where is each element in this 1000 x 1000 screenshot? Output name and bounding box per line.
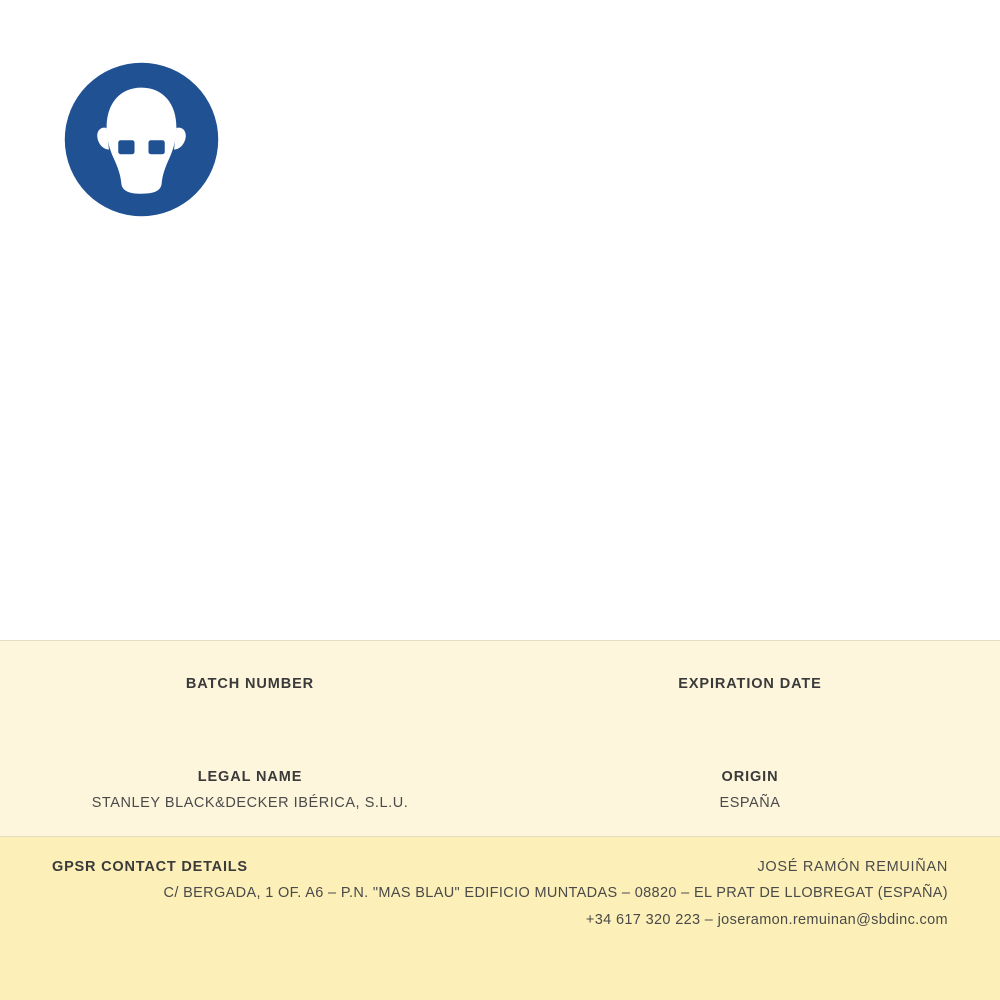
wear-eye-protection-icon [64,62,219,217]
legal-name-label: LEGAL NAME [197,769,303,785]
info-row-legal [0,769,1000,812]
expiration-date-field [500,676,1000,719]
gpsr-contact-details-label: GPSR CONTACT DETAILS [52,859,248,875]
gpsr-contact-line: +34 617 320 223 – joseramon.remuinan@sbdinc.com [585,912,948,928]
batch-number-field [0,676,500,719]
gpsr-footer [0,837,1000,1000]
info-row-batch [0,676,1000,719]
product-info-band [0,640,1000,837]
batch-number-label: BATCH NUMBER [185,676,315,692]
legal-name-field [0,769,500,812]
origin-label: ORIGIN [721,769,779,785]
expiration-date-value [500,702,1000,719]
origin-field [500,769,1000,812]
gpsr-contact-name: JOSÉ RAMÓN REMUIÑAN [757,859,948,875]
gpsr-footer-top [52,859,948,875]
expiration-date-label: EXPIRATION DATE [678,676,822,692]
legal-name-value: STANLEY BLACK&DECKER IBÉRICA, S.L.U. [91,795,409,811]
batch-number-value [0,702,500,719]
origin-value: ESPAÑA [719,795,781,811]
gpsr-address: C/ BERGADA, 1 OF. A6 – P.N. "MAS BLAU" EDIFICIO MUNTADAS – 08820 – EL PRAT DE LLOBREGAT (ESPAÑA) [163,885,948,901]
